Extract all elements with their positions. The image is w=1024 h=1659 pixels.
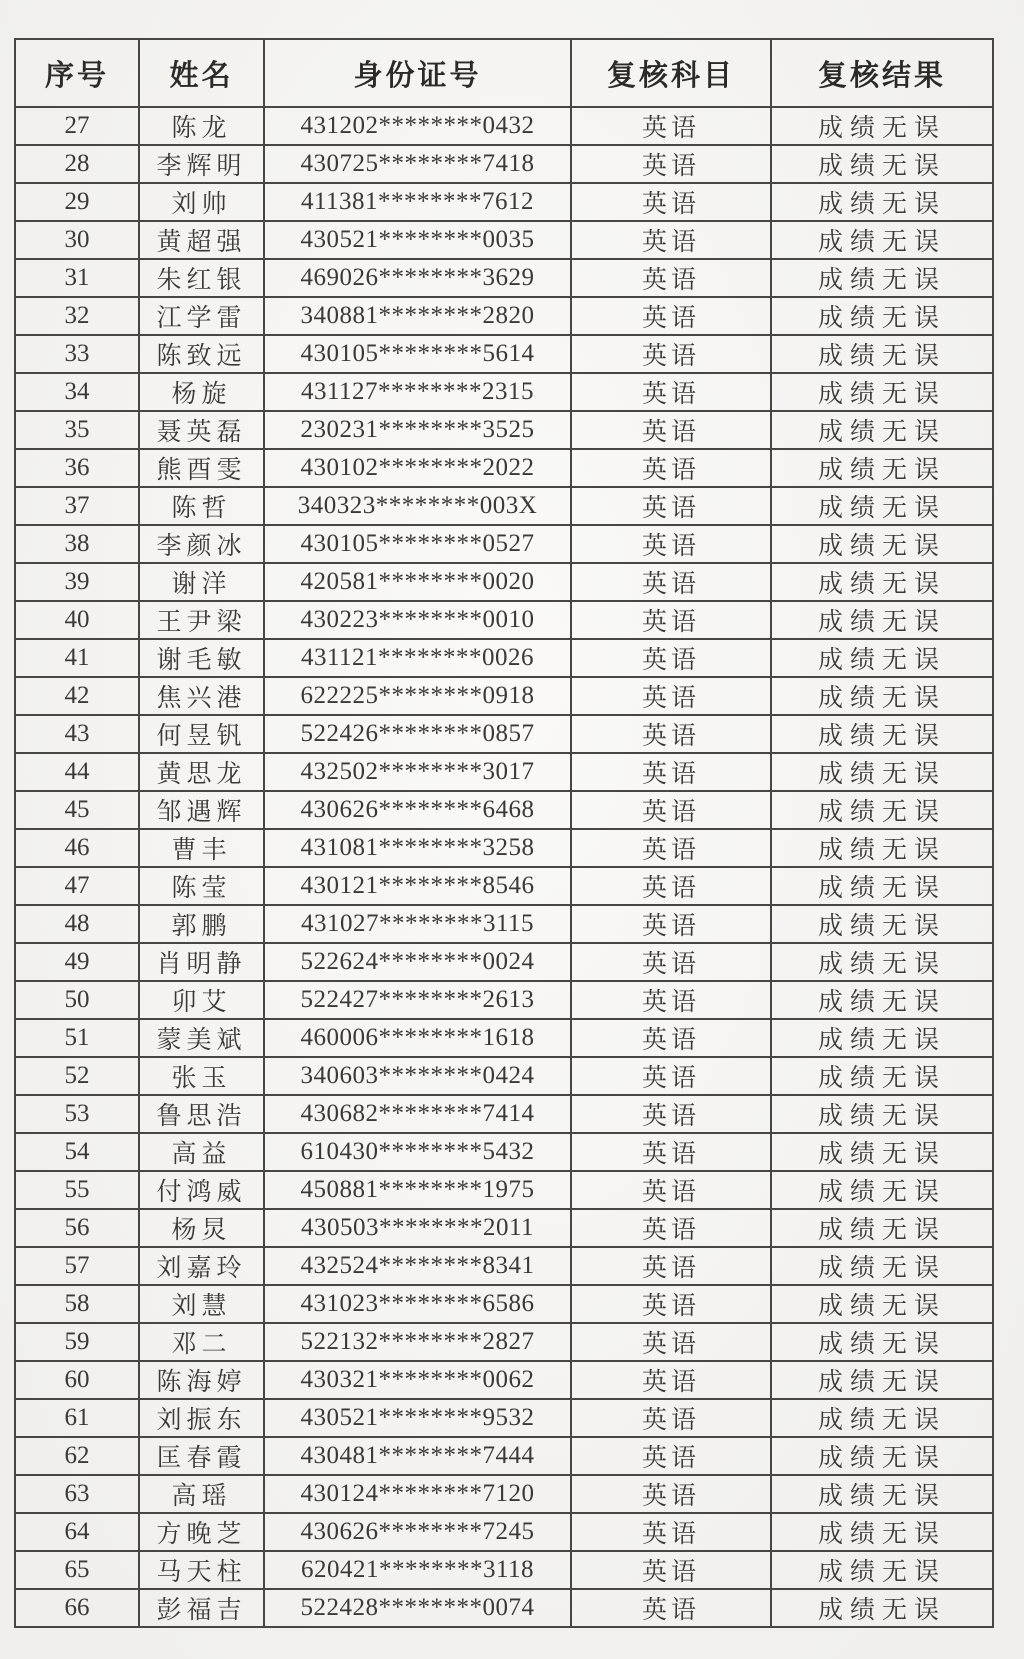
cell-name: 刘振东 xyxy=(139,1399,264,1437)
cell-id-number: 431202********0432 xyxy=(264,107,571,145)
cell-result: 成绩无误 xyxy=(771,1475,993,1513)
cell-subject: 英语 xyxy=(571,411,771,449)
cell-id-number: 430102********2022 xyxy=(264,449,571,487)
cell-serial: 43 xyxy=(15,715,139,753)
cell-name: 高益 xyxy=(139,1133,264,1171)
cell-subject: 英语 xyxy=(571,1095,771,1133)
cell-result: 成绩无误 xyxy=(771,1209,993,1247)
table-row xyxy=(15,145,993,183)
cell-subject: 英语 xyxy=(571,1361,771,1399)
table-row xyxy=(15,981,993,1019)
cell-result: 成绩无误 xyxy=(771,1133,993,1171)
cell-name: 卯艾 xyxy=(139,981,264,1019)
cell-name: 熊酉雯 xyxy=(139,449,264,487)
cell-name: 黄超强 xyxy=(139,221,264,259)
cell-id-number: 622225********0918 xyxy=(264,677,571,715)
cell-serial: 49 xyxy=(15,943,139,981)
cell-subject: 英语 xyxy=(571,145,771,183)
cell-serial: 50 xyxy=(15,981,139,1019)
cell-id-number: 522624********0024 xyxy=(264,943,571,981)
cell-subject: 英语 xyxy=(571,183,771,221)
cell-id-number: 420581********0020 xyxy=(264,563,571,601)
cell-id-number: 431121********0026 xyxy=(264,639,571,677)
cell-serial: 56 xyxy=(15,1209,139,1247)
cell-serial: 60 xyxy=(15,1361,139,1399)
cell-result: 成绩无误 xyxy=(771,1513,993,1551)
cell-name: 匡春霞 xyxy=(139,1437,264,1475)
cell-subject: 英语 xyxy=(571,1513,771,1551)
cell-name: 杨旋 xyxy=(139,373,264,411)
cell-subject: 英语 xyxy=(571,1209,771,1247)
cell-name: 陈致远 xyxy=(139,335,264,373)
cell-result: 成绩无误 xyxy=(771,905,993,943)
table-body xyxy=(15,107,993,1627)
table-row xyxy=(15,107,993,145)
cell-name: 焦兴港 xyxy=(139,677,264,715)
cell-subject: 英语 xyxy=(571,1399,771,1437)
cell-name: 王尹梁 xyxy=(139,601,264,639)
header-review-result: 复核结果 xyxy=(771,39,993,107)
table-row xyxy=(15,411,993,449)
cell-name: 鲁思浩 xyxy=(139,1095,264,1133)
cell-id-number: 460006********1618 xyxy=(264,1019,571,1057)
cell-result: 成绩无误 xyxy=(771,335,993,373)
cell-name: 李颜冰 xyxy=(139,525,264,563)
table-row xyxy=(15,1019,993,1057)
table-row xyxy=(15,1057,993,1095)
cell-name: 马天柱 xyxy=(139,1551,264,1589)
cell-result: 成绩无误 xyxy=(771,1019,993,1057)
cell-serial: 58 xyxy=(15,1285,139,1323)
table-row xyxy=(15,867,993,905)
cell-id-number: 522428********0074 xyxy=(264,1589,571,1627)
cell-subject: 英语 xyxy=(571,525,771,563)
table-row xyxy=(15,525,993,563)
cell-subject: 英语 xyxy=(571,1551,771,1589)
cell-id-number: 430521********0035 xyxy=(264,221,571,259)
cell-id-number: 450881********1975 xyxy=(264,1171,571,1209)
cell-id-number: 411381********7612 xyxy=(264,183,571,221)
cell-name: 彭福吉 xyxy=(139,1589,264,1627)
header-id-number: 身份证号 xyxy=(264,39,571,107)
cell-id-number: 430124********7120 xyxy=(264,1475,571,1513)
cell-result: 成绩无误 xyxy=(771,829,993,867)
cell-subject: 英语 xyxy=(571,487,771,525)
cell-serial: 36 xyxy=(15,449,139,487)
cell-subject: 英语 xyxy=(571,1019,771,1057)
cell-name: 郭鹏 xyxy=(139,905,264,943)
cell-id-number: 430725********7418 xyxy=(264,145,571,183)
cell-serial: 55 xyxy=(15,1171,139,1209)
cell-id-number: 430626********7245 xyxy=(264,1513,571,1551)
cell-serial: 29 xyxy=(15,183,139,221)
cell-id-number: 430105********0527 xyxy=(264,525,571,563)
cell-id-number: 430626********6468 xyxy=(264,791,571,829)
cell-subject: 英语 xyxy=(571,791,771,829)
table-row xyxy=(15,1513,993,1551)
table-row xyxy=(15,221,993,259)
cell-id-number: 469026********3629 xyxy=(264,259,571,297)
cell-id-number: 430503********2011 xyxy=(264,1209,571,1247)
table-row xyxy=(15,905,993,943)
cell-id-number: 430481********7444 xyxy=(264,1437,571,1475)
header-serial-number: 序号 xyxy=(15,39,139,107)
table-row xyxy=(15,601,993,639)
cell-id-number: 430321********0062 xyxy=(264,1361,571,1399)
cell-name: 杨炅 xyxy=(139,1209,264,1247)
cell-serial: 44 xyxy=(15,753,139,791)
cell-subject: 英语 xyxy=(571,1437,771,1475)
cell-name: 黄思龙 xyxy=(139,753,264,791)
table-row xyxy=(15,335,993,373)
cell-id-number: 230231********3525 xyxy=(264,411,571,449)
cell-result: 成绩无误 xyxy=(771,221,993,259)
cell-subject: 英语 xyxy=(571,1171,771,1209)
cell-id-number: 340603********0424 xyxy=(264,1057,571,1095)
cell-subject: 英语 xyxy=(571,905,771,943)
cell-id-number: 610430********5432 xyxy=(264,1133,571,1171)
cell-id-number: 431081********3258 xyxy=(264,829,571,867)
cell-name: 陈莹 xyxy=(139,867,264,905)
cell-subject: 英语 xyxy=(571,259,771,297)
cell-id-number: 430223********0010 xyxy=(264,601,571,639)
cell-name: 张玉 xyxy=(139,1057,264,1095)
table-row xyxy=(15,1323,993,1361)
cell-serial: 33 xyxy=(15,335,139,373)
cell-result: 成绩无误 xyxy=(771,1323,993,1361)
cell-result: 成绩无误 xyxy=(771,639,993,677)
cell-serial: 63 xyxy=(15,1475,139,1513)
cell-subject: 英语 xyxy=(571,221,771,259)
cell-result: 成绩无误 xyxy=(771,107,993,145)
cell-subject: 英语 xyxy=(571,1133,771,1171)
cell-result: 成绩无误 xyxy=(771,449,993,487)
cell-subject: 英语 xyxy=(571,829,771,867)
cell-id-number: 340881********2820 xyxy=(264,297,571,335)
header-name: 姓名 xyxy=(139,39,264,107)
cell-result: 成绩无误 xyxy=(771,1437,993,1475)
cell-serial: 38 xyxy=(15,525,139,563)
cell-name: 高瑶 xyxy=(139,1475,264,1513)
cell-result: 成绩无误 xyxy=(771,791,993,829)
cell-name: 朱红银 xyxy=(139,259,264,297)
cell-subject: 英语 xyxy=(571,715,771,753)
cell-id-number: 430105********5614 xyxy=(264,335,571,373)
cell-result: 成绩无误 xyxy=(771,1247,993,1285)
cell-name: 李辉明 xyxy=(139,145,264,183)
cell-subject: 英语 xyxy=(571,449,771,487)
cell-serial: 64 xyxy=(15,1513,139,1551)
cell-result: 成绩无误 xyxy=(771,1057,993,1095)
table-row xyxy=(15,373,993,411)
cell-id-number: 432524********8341 xyxy=(264,1247,571,1285)
cell-id-number: 431023********6586 xyxy=(264,1285,571,1323)
table-row xyxy=(15,1551,993,1589)
cell-result: 成绩无误 xyxy=(771,487,993,525)
cell-name: 何昱钒 xyxy=(139,715,264,753)
table-row xyxy=(15,297,993,335)
cell-id-number: 430121********8546 xyxy=(264,867,571,905)
cell-result: 成绩无误 xyxy=(771,563,993,601)
table-row xyxy=(15,943,993,981)
cell-subject: 英语 xyxy=(571,981,771,1019)
cell-result: 成绩无误 xyxy=(771,183,993,221)
table-header-row xyxy=(15,39,993,107)
cell-serial: 45 xyxy=(15,791,139,829)
cell-name: 陈龙 xyxy=(139,107,264,145)
table-row xyxy=(15,1437,993,1475)
cell-serial: 39 xyxy=(15,563,139,601)
table-row xyxy=(15,1589,993,1627)
table-row xyxy=(15,829,993,867)
cell-serial: 53 xyxy=(15,1095,139,1133)
cell-name: 刘慧 xyxy=(139,1285,264,1323)
cell-id-number: 431127********2315 xyxy=(264,373,571,411)
cell-name: 付鸿威 xyxy=(139,1171,264,1209)
table-row xyxy=(15,1475,993,1513)
cell-id-number: 340323********003X xyxy=(264,487,571,525)
cell-serial: 42 xyxy=(15,677,139,715)
cell-result: 成绩无误 xyxy=(771,753,993,791)
cell-name: 曹丰 xyxy=(139,829,264,867)
cell-id-number: 430682********7414 xyxy=(264,1095,571,1133)
cell-subject: 英语 xyxy=(571,753,771,791)
cell-result: 成绩无误 xyxy=(771,1285,993,1323)
cell-serial: 27 xyxy=(15,107,139,145)
header-review-subject: 复核科目 xyxy=(571,39,771,107)
cell-id-number: 431027********3115 xyxy=(264,905,571,943)
table-row xyxy=(15,449,993,487)
cell-subject: 英语 xyxy=(571,1057,771,1095)
cell-serial: 61 xyxy=(15,1399,139,1437)
cell-serial: 66 xyxy=(15,1589,139,1627)
cell-id-number: 522427********2613 xyxy=(264,981,571,1019)
cell-name: 谢洋 xyxy=(139,563,264,601)
cell-result: 成绩无误 xyxy=(771,525,993,563)
cell-subject: 英语 xyxy=(571,943,771,981)
cell-serial: 62 xyxy=(15,1437,139,1475)
cell-subject: 英语 xyxy=(571,335,771,373)
table-row xyxy=(15,183,993,221)
table-row xyxy=(15,1361,993,1399)
cell-subject: 英语 xyxy=(571,677,771,715)
table-row xyxy=(15,1171,993,1209)
cell-serial: 65 xyxy=(15,1551,139,1589)
cell-serial: 59 xyxy=(15,1323,139,1361)
cell-result: 成绩无误 xyxy=(771,601,993,639)
cell-id-number: 620421********3118 xyxy=(264,1551,571,1589)
cell-result: 成绩无误 xyxy=(771,373,993,411)
cell-result: 成绩无误 xyxy=(771,1399,993,1437)
cell-result: 成绩无误 xyxy=(771,1095,993,1133)
cell-result: 成绩无误 xyxy=(771,259,993,297)
cell-serial: 51 xyxy=(15,1019,139,1057)
cell-serial: 32 xyxy=(15,297,139,335)
table-row xyxy=(15,1095,993,1133)
table-row xyxy=(15,1133,993,1171)
cell-subject: 英语 xyxy=(571,867,771,905)
cell-serial: 46 xyxy=(15,829,139,867)
cell-subject: 英语 xyxy=(571,297,771,335)
cell-serial: 28 xyxy=(15,145,139,183)
cell-name: 邓二 xyxy=(139,1323,264,1361)
cell-subject: 英语 xyxy=(571,107,771,145)
cell-name: 江学雷 xyxy=(139,297,264,335)
cell-serial: 54 xyxy=(15,1133,139,1171)
table-row xyxy=(15,791,993,829)
cell-result: 成绩无误 xyxy=(771,145,993,183)
score-review-table xyxy=(14,38,994,1628)
cell-serial: 37 xyxy=(15,487,139,525)
cell-result: 成绩无误 xyxy=(771,1361,993,1399)
cell-result: 成绩无误 xyxy=(771,1551,993,1589)
cell-serial: 47 xyxy=(15,867,139,905)
cell-subject: 英语 xyxy=(571,639,771,677)
cell-serial: 35 xyxy=(15,411,139,449)
cell-serial: 40 xyxy=(15,601,139,639)
cell-name: 刘帅 xyxy=(139,183,264,221)
cell-subject: 英语 xyxy=(571,601,771,639)
cell-subject: 英语 xyxy=(571,1247,771,1285)
cell-name: 肖明静 xyxy=(139,943,264,981)
cell-result: 成绩无误 xyxy=(771,981,993,1019)
cell-serial: 48 xyxy=(15,905,139,943)
table-row xyxy=(15,1399,993,1437)
table-row xyxy=(15,259,993,297)
cell-name: 聂英磊 xyxy=(139,411,264,449)
cell-serial: 41 xyxy=(15,639,139,677)
table-header xyxy=(15,39,993,107)
cell-subject: 英语 xyxy=(571,1475,771,1513)
cell-subject: 英语 xyxy=(571,1323,771,1361)
cell-result: 成绩无误 xyxy=(771,1589,993,1627)
table-row xyxy=(15,487,993,525)
cell-name: 邹遇辉 xyxy=(139,791,264,829)
cell-name: 陈哲 xyxy=(139,487,264,525)
cell-id-number: 522426********0857 xyxy=(264,715,571,753)
cell-result: 成绩无误 xyxy=(771,677,993,715)
cell-result: 成绩无误 xyxy=(771,867,993,905)
cell-name: 方晚芝 xyxy=(139,1513,264,1551)
table-row xyxy=(15,1209,993,1247)
cell-serial: 31 xyxy=(15,259,139,297)
cell-id-number: 430521********9532 xyxy=(264,1399,571,1437)
cell-name: 陈海婷 xyxy=(139,1361,264,1399)
cell-serial: 30 xyxy=(15,221,139,259)
cell-subject: 英语 xyxy=(571,1285,771,1323)
table-row xyxy=(15,715,993,753)
table-row xyxy=(15,753,993,791)
cell-subject: 英语 xyxy=(571,563,771,601)
cell-result: 成绩无误 xyxy=(771,715,993,753)
cell-result: 成绩无误 xyxy=(771,411,993,449)
cell-name: 刘嘉玲 xyxy=(139,1247,264,1285)
cell-result: 成绩无误 xyxy=(771,943,993,981)
table-row xyxy=(15,677,993,715)
cell-id-number: 522132********2827 xyxy=(264,1323,571,1361)
table-row xyxy=(15,563,993,601)
cell-serial: 34 xyxy=(15,373,139,411)
table-row xyxy=(15,639,993,677)
cell-id-number: 432502********3017 xyxy=(264,753,571,791)
cell-result: 成绩无误 xyxy=(771,1171,993,1209)
cell-subject: 英语 xyxy=(571,1589,771,1627)
cell-name: 谢毛敏 xyxy=(139,639,264,677)
cell-result: 成绩无误 xyxy=(771,297,993,335)
cell-serial: 52 xyxy=(15,1057,139,1095)
cell-serial: 57 xyxy=(15,1247,139,1285)
cell-name: 蒙美斌 xyxy=(139,1019,264,1057)
table-row xyxy=(15,1285,993,1323)
table-row xyxy=(15,1247,993,1285)
cell-subject: 英语 xyxy=(571,373,771,411)
